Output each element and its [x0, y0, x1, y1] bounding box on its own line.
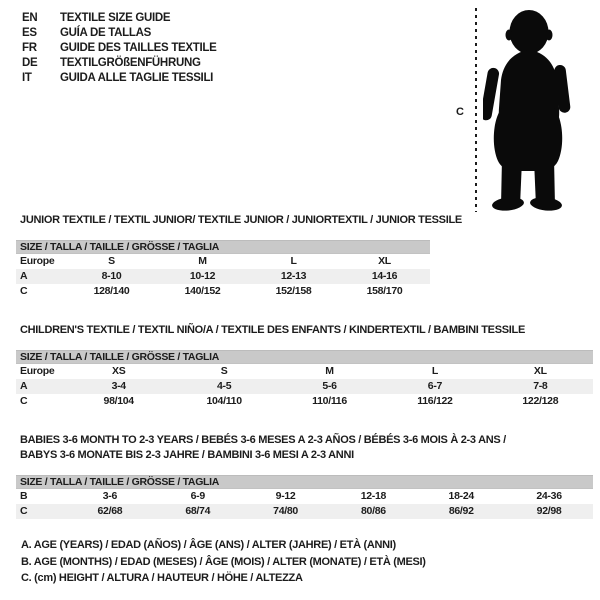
table-cell: L: [290, 255, 297, 267]
table-cell: 12-18: [360, 490, 387, 502]
row-label: A: [20, 380, 28, 392]
row-label: C: [20, 285, 28, 297]
size-tables: [16, 213, 594, 543]
table-row: [16, 364, 593, 379]
size-header-bar: SIZE / TALLA / TAILLE / GRÖSSE / TAGLIA: [16, 350, 593, 364]
language-label: TEXTILE SIZE GUIDE: [60, 12, 171, 24]
footnote-line: A. AGE (YEARS) / EDAD (AÑOS) / ÂGE (ANS) / ALTER (JAHRE) / ETÀ (ANNI): [21, 539, 396, 551]
table-cell: 6-9: [190, 490, 205, 502]
language-row: [22, 71, 217, 86]
height-c-label: C: [456, 106, 464, 118]
table-cell: S: [108, 255, 115, 267]
language-code: DE: [22, 57, 38, 69]
table-row: [16, 284, 430, 299]
language-row: [22, 56, 217, 71]
table-cell: 152/158: [275, 285, 312, 297]
table-cell: 98/104: [103, 395, 134, 407]
table-cell: 80/86: [361, 505, 386, 517]
table-cell: 9-12: [275, 490, 296, 502]
row-label: Europe: [20, 255, 55, 267]
row-label: A: [20, 270, 28, 282]
table-cell: 3-4: [111, 380, 126, 392]
table-cell: 14-16: [371, 270, 398, 282]
language-label: GUIDE DES TAILLES TEXTILE: [60, 42, 217, 54]
table-title-line: BABYS 3-6 MONATE BIS 2-3 JAHRE / BAMBINI 3-6 MESI A 2-3 ANNI: [20, 449, 354, 461]
table-grid: [16, 240, 430, 299]
table-row: [16, 269, 430, 284]
table-grid: [16, 475, 593, 519]
table-cell: 92/98: [536, 505, 562, 517]
table-cell: 24-36: [536, 490, 562, 502]
footnote-line: B. AGE (MONTHS) / EDAD (MESES) / ÂGE (MOIS) / ALTER (MONATE) / ETÀ (MESI): [21, 555, 426, 568]
table-row: [16, 489, 593, 504]
baby-figure-area: [452, 6, 598, 214]
language-label: GUIDA ALLE TAGLIE TESSILI: [60, 72, 214, 84]
baby-silhouette-icon: [483, 8, 571, 212]
table-cell: 7-8: [533, 380, 548, 392]
table-title-line: JUNIOR TEXTILE / TEXTIL JUNIOR/ TEXTILE JUNIOR / JUNIORTEXTIL / JUNIOR TESSILE: [20, 214, 462, 226]
table-cell: M: [325, 365, 334, 377]
table-row: [16, 379, 593, 394]
language-label: TEXTILGRÖßENFÜHRUNG: [60, 57, 201, 69]
language-code: EN: [22, 12, 38, 24]
table-row: [16, 254, 430, 269]
language-label: GUÍA DE TALLAS: [60, 27, 151, 39]
language-row: [22, 41, 217, 56]
babies-textile-table: [16, 433, 594, 519]
table-title: [20, 433, 594, 463]
table-cell: L: [431, 365, 438, 377]
language-row: [22, 11, 217, 26]
size-header-bar: SIZE / TALLA / TAILLE / GRÖSSE / TAGLIA: [16, 475, 593, 489]
language-code: FR: [22, 42, 37, 54]
row-label: C: [20, 505, 28, 517]
table-cell: 18-24: [448, 490, 474, 502]
table-cell: 158/170: [366, 285, 403, 297]
table-cell: XL: [378, 255, 391, 267]
table-row: [16, 394, 593, 409]
table-title: [20, 213, 594, 228]
language-list: [22, 11, 217, 86]
footnote-line: C. (cm) HEIGHT / ALTURA / HAUTEUR / HÖHE / ALTEZZA: [21, 572, 303, 584]
table-title: [20, 323, 594, 338]
table-cell: 116/122: [417, 395, 453, 407]
table-cell: XS: [111, 365, 126, 377]
language-code: IT: [22, 72, 32, 84]
table-cell: 140/152: [184, 285, 221, 297]
table-grid: [16, 350, 593, 409]
size-header-bar: SIZE / TALLA / TAILLE / GRÖSSE / TAGLIA: [16, 240, 430, 254]
childrens-textile-table: [16, 323, 594, 409]
table-row: [16, 504, 593, 519]
row-label: C: [20, 395, 28, 407]
table-cell: 62/68: [97, 505, 123, 517]
table-cell: 128/140: [93, 285, 130, 297]
table-cell: S: [220, 365, 228, 377]
table-cell: 10-12: [189, 270, 216, 282]
table-cell: 122/128: [522, 395, 559, 407]
footnotes: [21, 537, 426, 587]
table-cell: 3-6: [102, 490, 118, 502]
table-cell: 74/80: [273, 505, 298, 517]
height-dotted-line: [475, 8, 477, 212]
row-label: Europe: [20, 365, 55, 377]
table-cell: 8-10: [101, 270, 122, 282]
table-cell: 68/74: [185, 505, 211, 517]
table-cell: 86/92: [448, 505, 474, 517]
table-title-line: CHILDREN'S TEXTILE / TEXTIL NIÑO/A / TEXTILE DES ENFANTS / KINDERTEXTIL / BAMBINI TESSILE: [20, 324, 525, 336]
table-cell: 6-7: [427, 380, 443, 392]
row-label: B: [20, 490, 28, 502]
table-cell: 110/116: [312, 395, 347, 407]
language-row: [22, 26, 217, 41]
junior-textile-table: [16, 213, 594, 299]
table-cell: XL: [533, 365, 547, 377]
table-title-line: BABIES 3-6 MONTH TO 2-3 YEARS / BEBÉS 3-6 MESES A 2-3 AÑOS / BÉBÉS 3-6 MOIS À 2-3 ANS /: [20, 434, 506, 446]
table-cell: 12-13: [280, 270, 307, 282]
table-cell: 5-6: [322, 380, 337, 392]
table-cell: 4-5: [216, 380, 232, 392]
language-code: ES: [22, 27, 37, 39]
table-cell: 104/110: [206, 395, 242, 407]
table-cell: M: [198, 255, 207, 267]
